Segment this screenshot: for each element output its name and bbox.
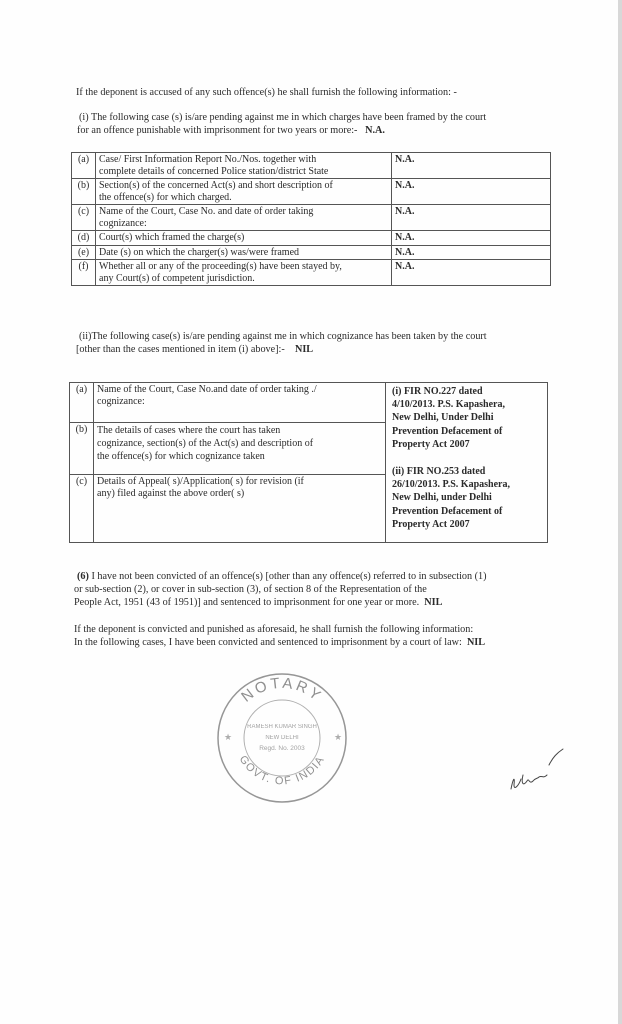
row-description: Case/ First Information Report No./Nos. together with complete details of concerned Police station/district State	[96, 153, 392, 179]
row-description: Court(s) which framed the charge(s)	[96, 231, 392, 246]
table-row	[72, 245, 551, 260]
svg-text:★: ★	[224, 733, 233, 743]
row-description: Name of the Court, Case No. and date of order taking cognizance:	[96, 205, 392, 231]
table-row	[72, 179, 551, 205]
stamp-name: RAMESH KUMAR SINGH	[247, 724, 317, 730]
table-row	[72, 205, 551, 231]
row-number: (c)	[70, 475, 94, 543]
row-value: N.A.	[392, 260, 551, 286]
row-value: N.A.	[392, 231, 551, 246]
section2-line1: (ii)The following case(s) is/are pending against me in which cognizance has been taken by the court	[79, 331, 487, 342]
intro-text: If the deponent is accused of any such offence(s) he shall furnish the following information: -	[76, 87, 457, 98]
row-value: N.A.	[392, 179, 551, 205]
section1-line1: (i) The following case (s) is/are pending against me in which charges have been framed by the court	[79, 112, 487, 123]
table-row	[72, 231, 551, 246]
section2-line2: [other than the cases mentioned in item (i) above]:- NIL	[76, 344, 314, 355]
svg-text:★: ★	[334, 733, 343, 743]
section6-number: (6)	[77, 571, 89, 582]
convicted-line1: If the deponent is convicted and punished as aforesaid, he shall furnish the following information:	[74, 624, 474, 635]
row-description: Name of the Court, Case No.and date of order taking ./ cognizance:	[94, 383, 386, 423]
section2-answer: NIL	[294, 344, 314, 355]
charges-table	[71, 152, 551, 286]
convicted-line2: In the following cases, I have been convicted and sentenced to imprisonment by a court of law: NIL	[74, 637, 486, 648]
convicted-answer: NIL	[466, 637, 486, 648]
row-description: Details of Appeal( s)/Application( s) for revision (if any) filed against the above order( s)	[94, 475, 386, 543]
stamp-place: NEW DELHI	[265, 735, 299, 741]
row-value: N.A.	[392, 153, 551, 179]
stamp-regd: Regd. No. 2003	[259, 745, 305, 752]
row-number: (a)	[72, 153, 96, 179]
section6-line1: (6) I have not been convicted of an offence(s) [other than any offence(s) referred to in subsection (1)	[77, 571, 487, 582]
signature-icon	[505, 745, 575, 795]
svg-text:NOTARY	[238, 675, 326, 706]
section6-answer: NIL	[424, 597, 443, 608]
section6-line3: People Act, 1951 (43 of 1951)] and sentenced to imprisonment for one year or more. NIL	[74, 597, 443, 608]
row-description: The details of cases where the court has taken cognizance, section(s) of the Act(s) and description of the offence(s) for which cognizance taken	[94, 423, 386, 475]
row-number: (f)	[72, 260, 96, 286]
stamp-top-text: NOTARY	[238, 674, 326, 706]
row-description: Date (s) on which the charger(s) was/were framed	[96, 245, 392, 260]
row-number: (c)	[72, 205, 96, 231]
row-number: (b)	[72, 179, 96, 205]
row-number: (e)	[72, 245, 96, 260]
row-description: Whether all or any of the proceeding(s) have been stayed by, any Court(s) of competent jurisdiction.	[96, 260, 392, 286]
notary-stamp	[212, 668, 352, 804]
stamp-bottom-text: GOVT. OF INDIA	[236, 753, 328, 788]
row-number: (a)	[70, 383, 94, 423]
row-description: Section(s) of the concerned Act(s) and short description of the offence(s) for which charged.	[96, 179, 392, 205]
section1-answer: N.A.	[365, 125, 385, 136]
fir-details: (i) FIR NO.227 dated 4/10/2013. P.S. Kapashera, New Delhi, Under Delhi Prevention Defacement of Property Act 2007 (ii) FIR NO.253 dated 26/10/2013. P.S. Kapashera, New Delhi, under Delhi Prevention Defacement of Property Act 2007	[386, 383, 548, 543]
row-number: (b)	[70, 423, 94, 475]
row-value: N.A.	[392, 245, 551, 260]
table-row	[72, 260, 551, 286]
row-number: (d)	[72, 231, 96, 246]
row-value: N.A.	[392, 205, 551, 231]
section6-line2: or sub-section (2), or cover in sub-section (3), of section 8 of the Representation of the	[74, 584, 427, 595]
page-edge	[618, 0, 622, 1024]
section1-line2: for an offence punishable with imprisonment for two years or more:- N.A.	[77, 125, 385, 136]
table-row	[72, 153, 551, 179]
cognizance-table	[69, 382, 548, 543]
table-row	[70, 383, 548, 423]
